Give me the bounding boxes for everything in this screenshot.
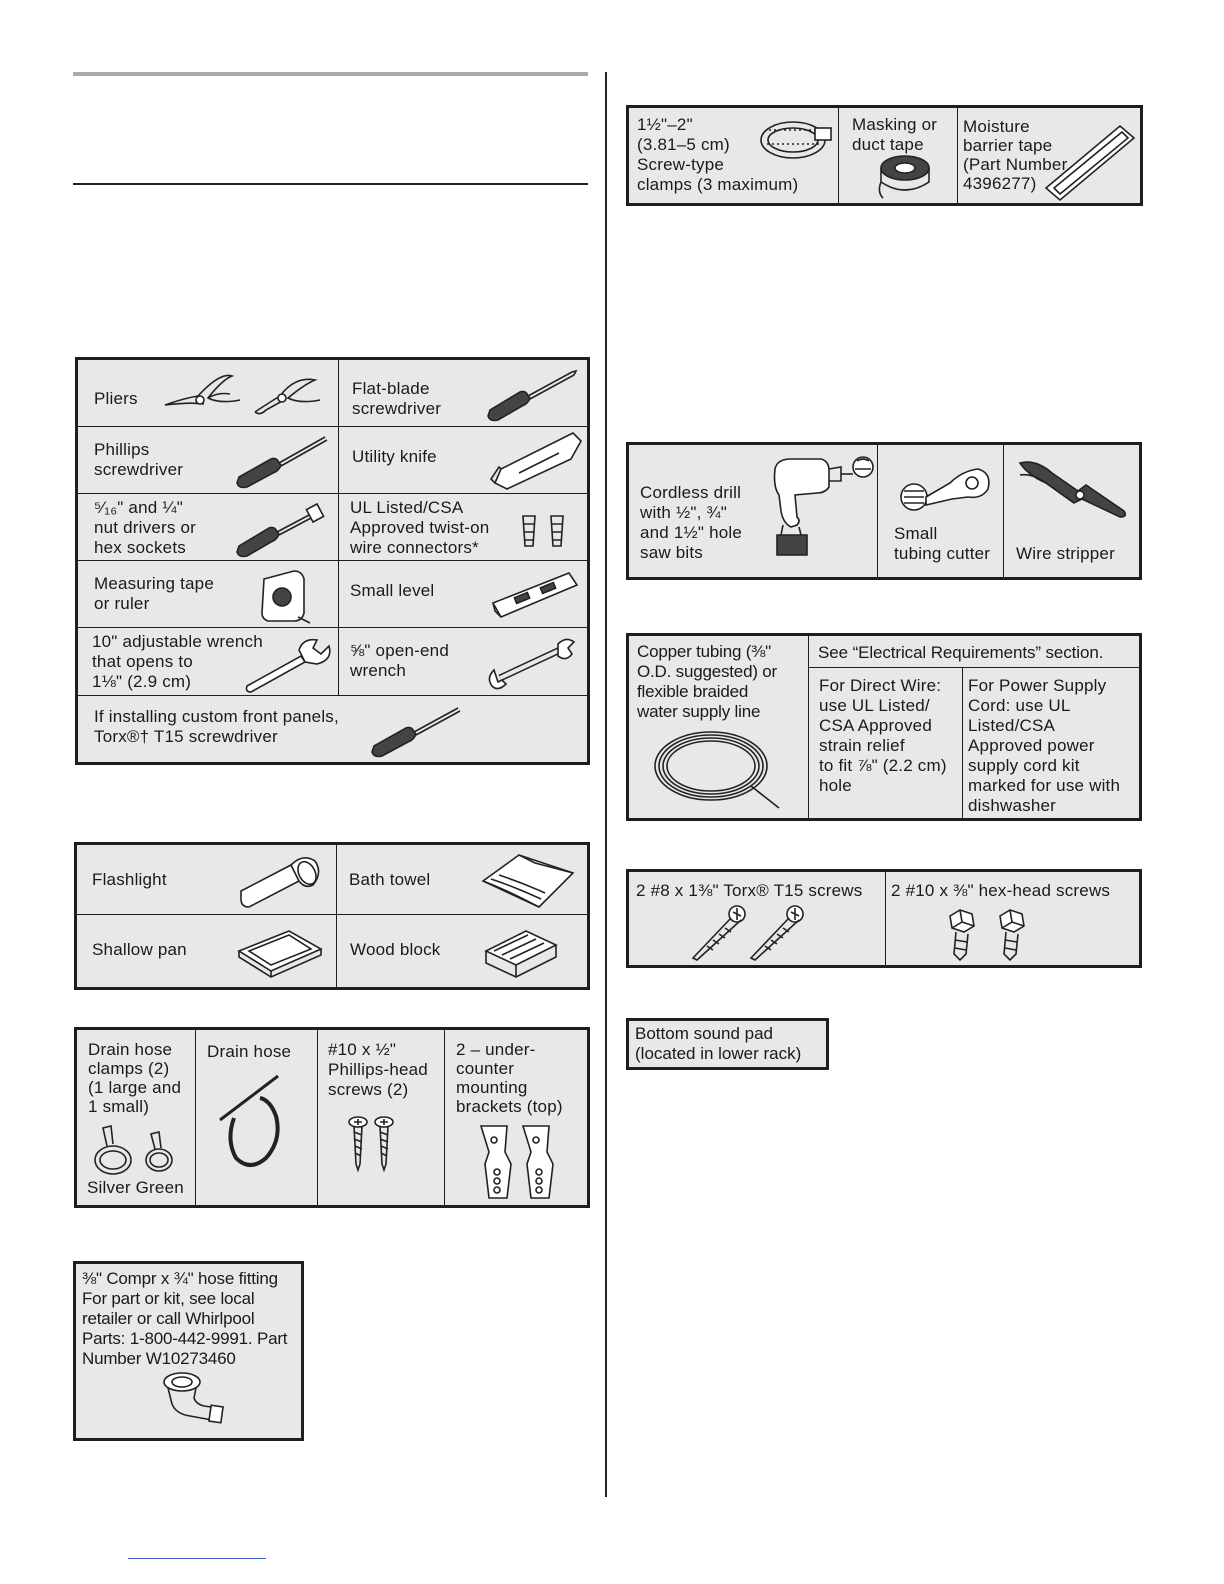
hose-fitting-label: ⅜" Compr x ¾" hose fitting For part or kit, see local retailer or call Whirlpool Parts: 1-800-442-9991. Part Number W10273460 xyxy=(82,1269,288,1368)
cordless-drill-icon xyxy=(767,451,877,563)
drain-hose-label: Drain hose xyxy=(207,1042,292,1061)
cell-adjustable-wrench xyxy=(77,628,339,696)
cell-drain-hose xyxy=(196,1029,318,1207)
pliers-icon xyxy=(160,370,330,420)
hose-fitting-icon xyxy=(160,1370,230,1430)
cell-mounting-brackets xyxy=(445,1029,589,1207)
cell-copper-tubing xyxy=(628,635,809,820)
supplies-table xyxy=(626,105,1143,206)
cell-measuring-tape xyxy=(77,561,339,628)
cell-cordless-drill xyxy=(628,444,878,579)
moisture-tape-label: Moisture barrier tape (Part Number 4396277) xyxy=(963,117,1068,193)
cell-tape xyxy=(839,107,958,205)
cell-power-cord xyxy=(963,667,1141,819)
hex-screw-icon xyxy=(944,906,1044,962)
cell-flashlight xyxy=(76,844,337,915)
section-rule xyxy=(73,183,588,185)
direct-wire-label: For Direct Wire: use UL Listed/ CSA Approved strain relief to fit ⅞" (2.2 cm) hole xyxy=(819,675,947,795)
nut-driver-icon xyxy=(233,500,328,558)
measuring-tape-label: Measuring tape or ruler xyxy=(94,574,214,613)
phillips-label: Phillips screwdriver xyxy=(94,440,184,479)
tubing-cutter-label: Small tubing cutter xyxy=(894,524,991,563)
cell-wire-connectors xyxy=(339,494,589,561)
torx-screw-icon xyxy=(687,904,807,964)
small-level-label: Small level xyxy=(350,581,435,600)
moisture-tape-icon xyxy=(1042,122,1138,202)
brackets-label: 2 – under- counter mounting brackets (top) xyxy=(456,1040,563,1116)
clamps-label: Drain hose clamps (2) (1 large and 1 small) xyxy=(88,1040,182,1116)
torx-screws-label: 2 #8 x 1⅜" Torx® T15 screws xyxy=(636,881,863,900)
wood-block-label: Wood block xyxy=(350,940,441,959)
cell-torx-screwdriver xyxy=(77,696,589,764)
drill-tools-table xyxy=(626,442,1142,580)
sound-pad-label: Bottom sound pad (located in lower rack) xyxy=(635,1024,802,1063)
wood-block-icon xyxy=(482,925,562,979)
level-icon xyxy=(489,567,581,623)
phillips-screws-label: #10 x ½" Phillips-head screws (2) xyxy=(328,1040,428,1099)
wire-connectors-label: UL Listed/CSA Approved twist-on wire connectors* xyxy=(350,498,490,557)
wire-stripper-label: Wire stripper xyxy=(1016,544,1115,563)
tools-table xyxy=(75,357,590,765)
cell-nut-drivers xyxy=(77,494,339,561)
mounting-bracket-icon xyxy=(475,1118,565,1203)
cell-pliers xyxy=(77,359,339,427)
copper-tubing-label: Copper tubing (⅜" O.D. suggested) or flexible braided water supply line xyxy=(637,642,778,721)
column-divider xyxy=(605,72,607,1497)
hose-clamp-icon xyxy=(89,1122,184,1180)
adjustable-wrench-icon xyxy=(243,634,338,692)
open-end-wrench-icon xyxy=(484,634,579,692)
see-section-label: See “Electrical Requirements” section. xyxy=(818,643,1104,662)
cell-see-section xyxy=(809,635,1141,668)
measuring-tape-icon xyxy=(258,569,313,625)
helpful-items-table xyxy=(74,842,590,990)
cell-direct-wire xyxy=(809,667,963,819)
hose-fitting-box xyxy=(73,1261,304,1441)
clamp-colors-label: Silver Green xyxy=(87,1178,184,1197)
cell-drain-hose-clamps xyxy=(76,1029,196,1207)
parts-supplied-table xyxy=(74,1027,590,1208)
cell-tubing-cutter xyxy=(878,444,1004,579)
tape-label: Masking or duct tape xyxy=(852,115,938,154)
bath-towel-label: Bath towel xyxy=(349,870,431,889)
wire-stripper-icon xyxy=(1016,455,1136,521)
shallow-pan-label: Shallow pan xyxy=(92,940,187,959)
cell-screw-clamps xyxy=(628,107,839,205)
cell-flat-blade xyxy=(339,359,589,427)
pan-icon xyxy=(235,925,325,979)
footer-link-underline xyxy=(128,1558,266,1559)
utility-knife-icon xyxy=(489,431,584,491)
cell-moisture-tape xyxy=(958,107,1142,205)
power-cord-label: For Power Supply Cord: use UL Listed/CSA Approved power supply cord kit marked for use with dishwasher xyxy=(968,675,1121,815)
screws-table xyxy=(626,869,1142,968)
top-gray-rule xyxy=(73,72,588,76)
cell-hex-screws xyxy=(886,871,1141,967)
wire-connector-icon xyxy=(519,514,571,550)
cell-small-level xyxy=(339,561,589,628)
electrical-table xyxy=(626,633,1142,821)
cell-bath-towel xyxy=(337,844,589,915)
nut-drivers-label: ⁵⁄₁₆" and ¼" nut drivers or hex sockets xyxy=(94,498,197,557)
flashlight-icon xyxy=(237,851,327,911)
tape-roll-icon xyxy=(877,152,937,202)
cell-phillips-screws xyxy=(318,1029,445,1207)
open-end-wrench-label: ⅝" open-end wrench xyxy=(350,641,449,680)
cell-utility-knife xyxy=(339,427,589,494)
cell-wood-block xyxy=(337,915,589,989)
drill-label: Cordless drill with ½", ¾" and 1½" hole saw bits xyxy=(640,483,743,562)
screw-clamps-label: 1½"–2" (3.81–5 cm) Screw-type clamps (3 maximum) xyxy=(637,115,799,194)
cell-phillips xyxy=(77,427,339,494)
torx-screwdriver-icon xyxy=(368,700,468,760)
tubing-cutter-icon xyxy=(896,453,996,517)
adjustable-wrench-label: 10" adjustable wrench that opens to 1⅛" (2.9 cm) xyxy=(92,632,263,691)
torx-label: If installing custom front panels, Torx®† T15 screwdriver xyxy=(94,707,339,746)
flashlight-label: Flashlight xyxy=(92,870,167,889)
cell-wire-stripper xyxy=(1004,444,1141,579)
screw-clamp-icon xyxy=(757,114,835,168)
utility-knife-label: Utility knife xyxy=(352,447,437,466)
towel-icon xyxy=(479,851,579,911)
phillips-screwdriver-icon xyxy=(233,431,333,491)
flat-screwdriver-icon xyxy=(484,368,579,423)
cell-torx-screws xyxy=(628,871,886,967)
copper-tubing-coil-icon xyxy=(651,726,791,810)
cell-shallow-pan xyxy=(76,915,337,989)
pliers-label: Pliers xyxy=(94,389,138,408)
sound-pad-box xyxy=(626,1018,829,1070)
hex-screws-label: 2 #10 x ⅜" hex-head screws xyxy=(891,881,1111,900)
flat-blade-label: Flat-blade screwdriver xyxy=(352,379,442,418)
phillips-screw-icon xyxy=(346,1116,406,1172)
cell-open-end-wrench xyxy=(339,628,589,696)
drain-hose-icon xyxy=(216,1070,296,1170)
